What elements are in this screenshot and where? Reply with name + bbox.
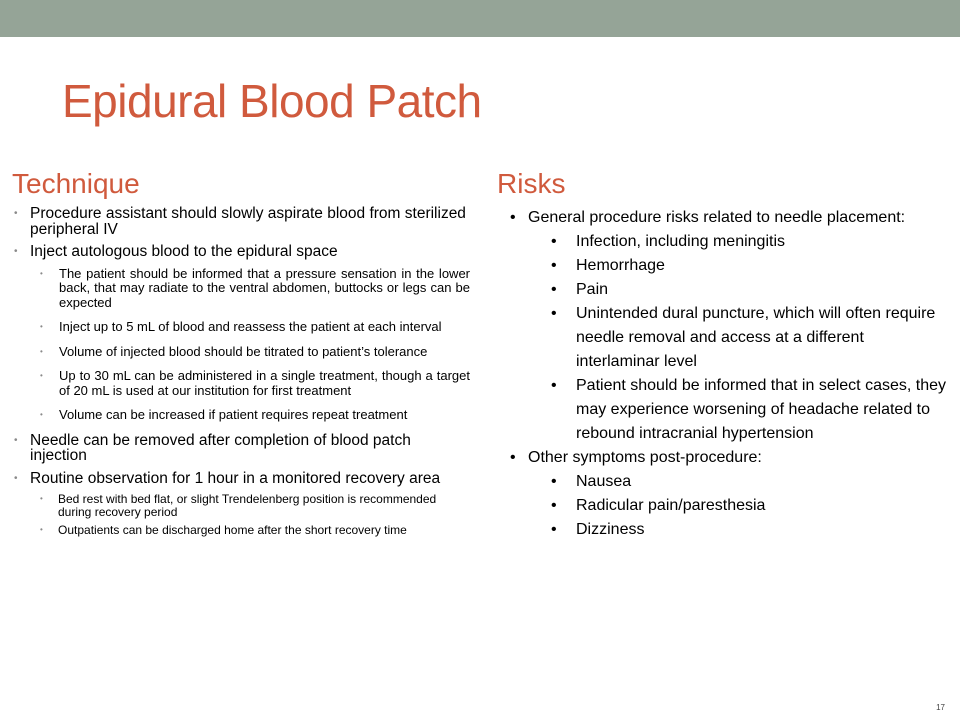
list-item (510, 254, 950, 278)
list-item (510, 446, 950, 470)
technique-item-text: Inject autologous blood to the epidural space (30, 243, 338, 260)
list-item (12, 433, 470, 464)
list-item (12, 408, 470, 423)
technique-heading: Technique (12, 168, 140, 199)
list-item (510, 302, 950, 374)
bullet-dot-icon: • (14, 208, 18, 219)
list-item (510, 374, 950, 446)
bullet-dot-icon: • (510, 449, 516, 466)
observation-subitem-text: Bed rest with bed flat, or slight Trendelenberg position is recommended during recovery period (58, 492, 437, 519)
inject-subitem-text: Inject up to 5 mL of blood and reassess the patient at each interval (59, 319, 442, 334)
risks-subitem-text: Unintended dural puncture, which will often require needle removal and access at a different interlaminar level (576, 305, 936, 370)
risks-item-text: General procedure risks related to needle placement: (528, 209, 906, 226)
technique-item-text: Needle can be removed after completion of blood patch injection (30, 431, 411, 464)
risks-column (510, 206, 950, 542)
risks-subitem-text: Patient should be informed that in select cases, they may experience worsening of headache related to rebound intracranial hypertension (576, 377, 946, 442)
risks-subitem-text: Hemorrhage (576, 257, 665, 274)
slide-title: Epidural Blood Patch (62, 75, 482, 127)
inject-subitem-text: Volume of injected blood should be titrated to patient’s tolerance (59, 343, 428, 359)
list-item (12, 267, 470, 311)
bullet-dot-icon: • (40, 410, 43, 419)
technique-column (12, 206, 470, 543)
bullet-dot-icon: • (40, 525, 43, 534)
list-item (12, 320, 470, 335)
risks-subitem-text: Dizziness (576, 521, 645, 538)
list-item (510, 230, 950, 254)
bullet-dot-icon: • (40, 268, 43, 278)
list-item (510, 206, 950, 230)
bullet-dot-icon: • (14, 434, 18, 446)
bullet-dot-icon: • (551, 257, 557, 274)
list-item (12, 493, 470, 518)
risks-subitem-text: Pain (576, 281, 609, 298)
bullet-dot-icon: • (14, 246, 18, 257)
bullet-dot-icon: • (40, 346, 43, 356)
bullet-dot-icon: • (510, 209, 516, 226)
list-item (12, 471, 470, 487)
technique-item-text: Routine observation for 1 hour in a monitored recovery area (30, 469, 441, 487)
risks-subitem-text: Infection, including meningitis (576, 233, 786, 250)
list-item (12, 524, 470, 537)
bullet-dot-icon: • (551, 281, 557, 298)
observation-subitem-text: Outpatients can be discharged home after the short recovery time (58, 523, 407, 537)
bullet-dot-icon: • (551, 377, 557, 394)
bullet-dot-icon: • (551, 497, 557, 514)
list-item (12, 369, 470, 398)
bullet-dot-icon: • (40, 371, 43, 380)
bullet-dot-icon: • (551, 233, 557, 250)
list-item (12, 345, 470, 360)
bullet-dot-icon: • (551, 473, 557, 490)
bullet-dot-icon: • (551, 521, 557, 538)
bullet-dot-icon: • (40, 494, 43, 503)
list-item (510, 470, 950, 494)
top-accent-bar (0, 0, 960, 37)
inject-subitem-text: Up to 30 mL can be administered in a single treatment, though a target of 20 mL is used at our institution for first treatment (59, 368, 470, 398)
bullet-dot-icon: • (14, 472, 18, 484)
risks-subitem-text: Nausea (576, 473, 632, 490)
list-item (510, 278, 950, 302)
bullet-dot-icon: • (551, 305, 557, 322)
list-item (12, 206, 470, 237)
risks-subitem-text: Radicular pain/paresthesia (576, 497, 766, 514)
risks-heading: Risks (497, 168, 566, 199)
technique-item-text: Procedure assistant should slowly aspirate blood from sterilized peripheral IV (30, 205, 466, 238)
inject-subitem-text: The patient should be informed that a pressure sensation in the lower back, that may radiate to the ventral abdomen, buttocks or legs can be expected (59, 265, 470, 310)
bullet-dot-icon: • (40, 322, 43, 331)
list-item (12, 244, 470, 260)
inject-subitem-text: Volume can be increased if patient requires repeat treatment (59, 407, 408, 422)
list-item (510, 494, 950, 518)
risks-item-text: Other symptoms post-procedure: (528, 449, 762, 466)
list-item (510, 518, 950, 542)
slide-number: 17 (936, 703, 945, 712)
